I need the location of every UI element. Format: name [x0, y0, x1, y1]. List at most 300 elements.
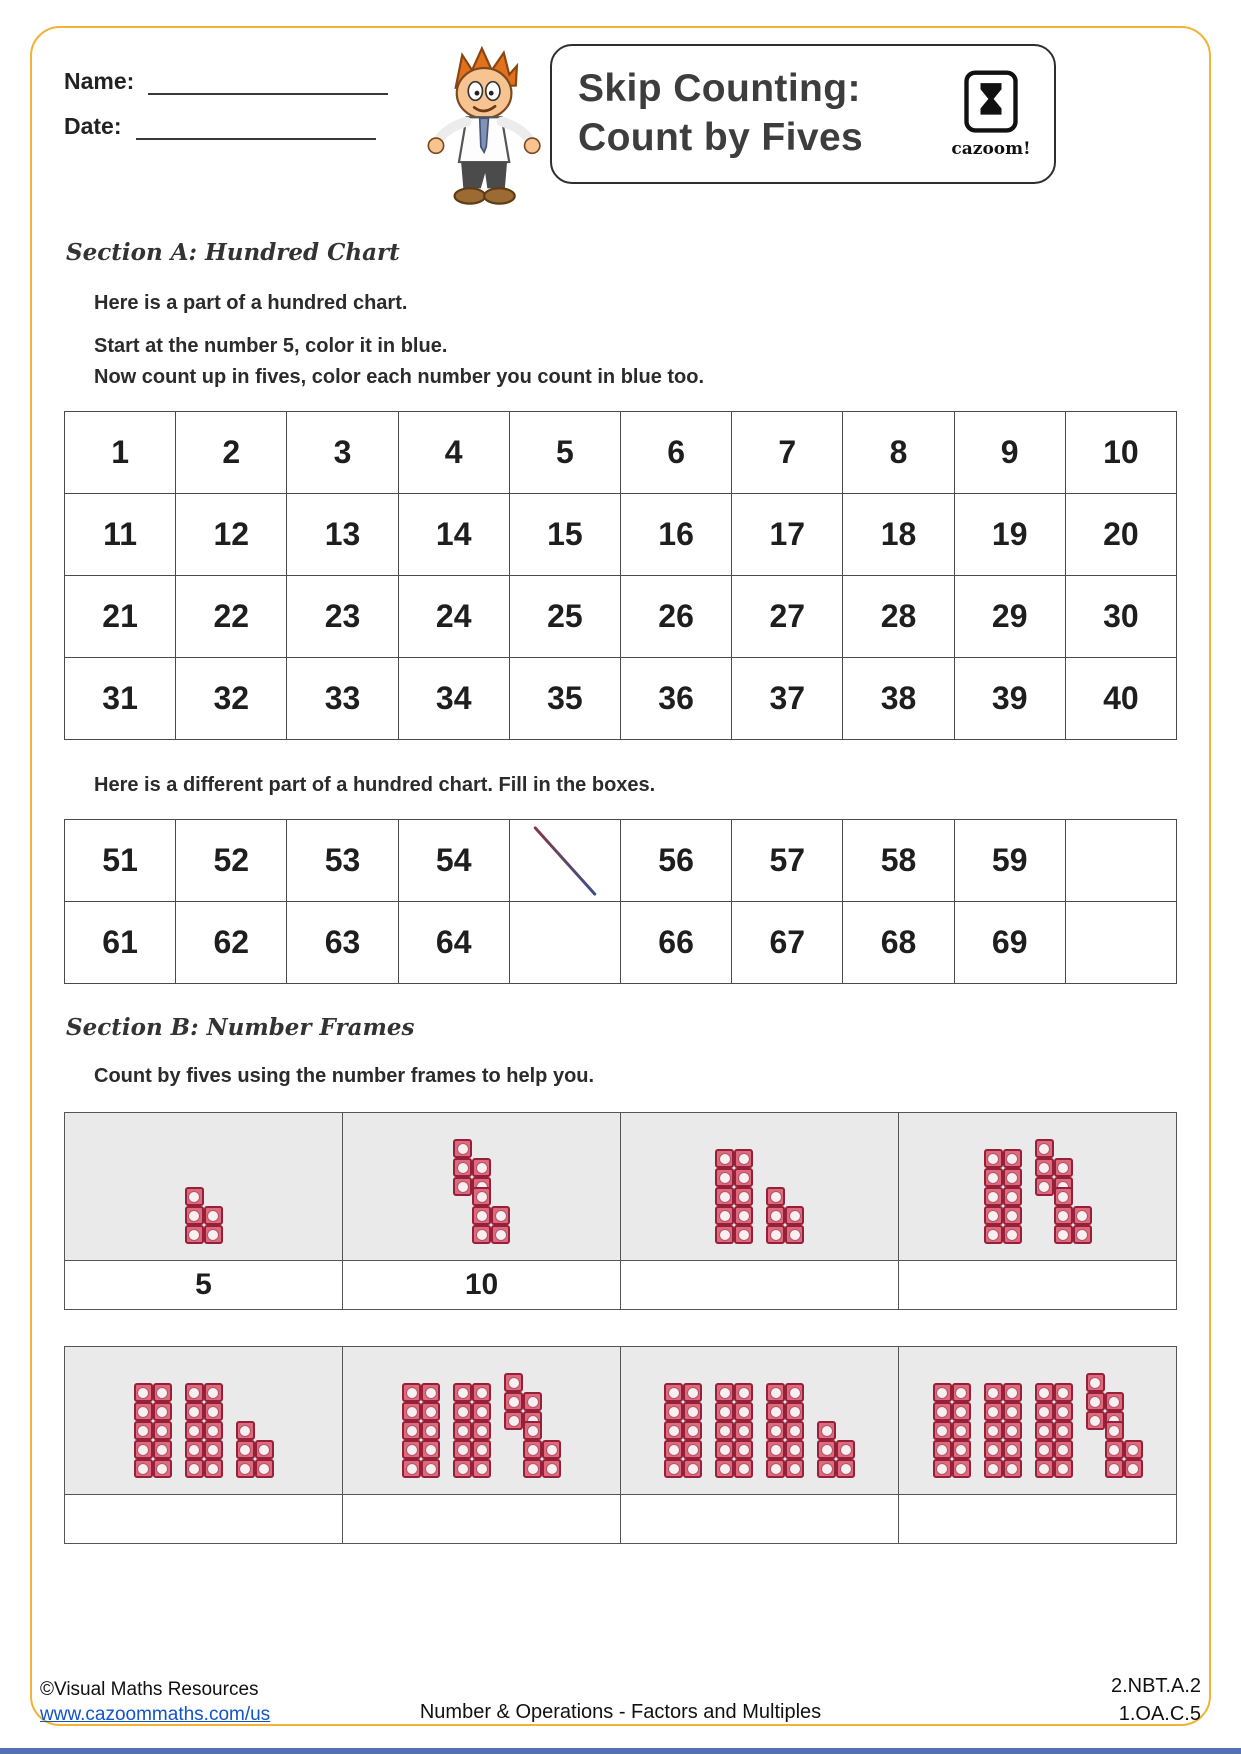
frame-hole [523, 1440, 542, 1459]
frame-hole [715, 1440, 734, 1459]
frame-hole [204, 1440, 223, 1459]
frame-hole [664, 1440, 683, 1459]
date-input-line[interactable] [136, 116, 376, 140]
frame-hole [664, 1459, 683, 1478]
chart-cell[interactable]: 18 [843, 494, 954, 576]
number-frame-ten [984, 1149, 1022, 1244]
frame-hole [766, 1459, 785, 1478]
chart-cell: 67 [732, 902, 843, 984]
frame-hole [734, 1149, 753, 1168]
frame-hole [715, 1168, 734, 1187]
number-frame-five [1105, 1421, 1143, 1478]
frame-hole [204, 1383, 223, 1402]
chart-cell[interactable]: 13 [287, 494, 398, 576]
frame-hole [153, 1440, 172, 1459]
frame-hole [504, 1373, 523, 1392]
number-frames-table-1 [64, 1112, 1177, 1310]
answer-cell: 5 [65, 1261, 343, 1310]
standard-code: 2.NBT.A.2 [1110, 1675, 1201, 1697]
frame-hole [984, 1383, 1003, 1402]
frame-hole [204, 1225, 223, 1244]
chart-cell[interactable]: 33 [287, 658, 398, 740]
name-date-block [64, 68, 416, 158]
number-frame-five-pair [504, 1373, 561, 1478]
frame-hole [185, 1421, 204, 1440]
worksheet-header [64, 44, 1177, 213]
chart-cell[interactable]: 2 [176, 412, 287, 494]
number-frames-cell [343, 1347, 621, 1495]
frame-hole [134, 1459, 153, 1478]
frame-hole [1003, 1149, 1022, 1168]
hundred-chart-bottom [64, 819, 1177, 984]
chart-cell[interactable]: 11 [65, 494, 176, 576]
frame-hole [766, 1383, 785, 1402]
chart-cell-blank[interactable] [510, 820, 621, 902]
chart-cell: 56 [621, 820, 732, 902]
title-line-2: Count by Fives [578, 116, 864, 159]
frame-hole [683, 1402, 702, 1421]
frame-hole [453, 1459, 472, 1478]
number-frame-ten [453, 1383, 491, 1478]
frame-hole [1003, 1440, 1022, 1459]
chart-cell: 69 [955, 902, 1066, 984]
frame-hole [1054, 1440, 1073, 1459]
frame-hole [715, 1149, 734, 1168]
frame-hole [1035, 1459, 1054, 1478]
chart-cell[interactable]: 20 [1066, 494, 1177, 576]
frame-hole [1086, 1373, 1105, 1392]
frame-hole [817, 1440, 836, 1459]
frame-hole [785, 1440, 804, 1459]
frame-hole [1054, 1225, 1073, 1244]
chart-cell: 54 [399, 820, 510, 902]
frame-hole [1124, 1459, 1143, 1478]
chart-cell[interactable]: 1 [65, 412, 176, 494]
frame-hole [1003, 1459, 1022, 1478]
section-b-heading: Section B: Number Frames [66, 1014, 415, 1041]
frame-hole [984, 1459, 1003, 1478]
chart-cell[interactable]: 28 [843, 576, 954, 658]
frame-hole [421, 1402, 440, 1421]
frame-hole [734, 1168, 753, 1187]
frame-hole [1054, 1206, 1073, 1225]
chart-cell[interactable]: 9 [955, 412, 1066, 494]
number-frame-five [817, 1421, 855, 1478]
frame-hole [153, 1402, 172, 1421]
chart-cell[interactable]: 4 [399, 412, 510, 494]
frame-hole [785, 1225, 804, 1244]
chart-cell[interactable]: 38 [843, 658, 954, 740]
frame-hole [185, 1187, 204, 1206]
number-frames-table-2 [64, 1346, 1177, 1544]
frame-hole [134, 1421, 153, 1440]
title-box [550, 44, 1056, 184]
frame-hole [453, 1177, 472, 1196]
number-frame-five [472, 1187, 510, 1244]
answer-cell-blank[interactable] [621, 1261, 899, 1310]
number-frame-five [185, 1187, 223, 1244]
chart-row [65, 576, 1177, 658]
chart-cell-blank[interactable] [510, 902, 621, 984]
chart-cell[interactable]: 36 [621, 658, 732, 740]
page-bottom-edge [0, 1748, 1241, 1754]
chart-cell[interactable]: 27 [732, 576, 843, 658]
chart-row [65, 658, 1177, 740]
frame-hole [255, 1440, 274, 1459]
number-frames-cell [899, 1113, 1177, 1261]
frame-hole [715, 1402, 734, 1421]
frame-hole [984, 1149, 1003, 1168]
frame-hole [504, 1392, 523, 1411]
frame-hole [952, 1440, 971, 1459]
standards-block [901, 1672, 1201, 1728]
answer-cell: 10 [343, 1261, 621, 1310]
frame-hole [236, 1421, 255, 1440]
hundred-chart-top [64, 411, 1177, 740]
frame-hole [472, 1421, 491, 1440]
chart-cell-blank[interactable] [1066, 820, 1177, 902]
number-frames-cell [899, 1347, 1177, 1495]
chart-cell[interactable]: 29 [955, 576, 1066, 658]
frame-hole [734, 1187, 753, 1206]
frame-hole [421, 1421, 440, 1440]
number-frames-cell [621, 1347, 899, 1495]
instruction-line: Here is a different part of a hundred chart. Fill in the boxes. [94, 774, 656, 796]
instruction-line: Start at the number 5, color it in blue. [94, 335, 448, 357]
frame-hole [523, 1421, 542, 1440]
frame-hole [715, 1421, 734, 1440]
frame-hole [933, 1421, 952, 1440]
chart-cell[interactable]: 35 [510, 658, 621, 740]
frame-hole [185, 1440, 204, 1459]
number-frame-ten [933, 1383, 971, 1478]
frame-gap [472, 1139, 491, 1158]
frame-hole [402, 1440, 421, 1459]
frame-hole [185, 1206, 204, 1225]
frame-hole [1054, 1402, 1073, 1421]
chart-cell[interactable]: 6 [621, 412, 732, 494]
chart-cell[interactable]: 40 [1066, 658, 1177, 740]
frame-hole [1054, 1383, 1073, 1402]
frame-hole [402, 1402, 421, 1421]
frame-hole [734, 1383, 753, 1402]
frame-hole [1035, 1440, 1054, 1459]
chart-cell: 57 [732, 820, 843, 902]
cartoon-character [422, 44, 544, 213]
frame-hole [1035, 1421, 1054, 1440]
frame-hole [984, 1225, 1003, 1244]
chart-cell[interactable]: 21 [65, 576, 176, 658]
number-frame-five [236, 1421, 274, 1478]
frame-hole [1035, 1158, 1054, 1177]
frame-hole [933, 1402, 952, 1421]
frame-hole [715, 1225, 734, 1244]
chart-cell[interactable]: 5 [510, 412, 621, 494]
frame-gap [491, 1187, 510, 1206]
section-a-heading: Section A: Hundred Chart [66, 239, 400, 266]
number-frame-ten [664, 1383, 702, 1478]
frame-hole [952, 1383, 971, 1402]
footer-left [40, 1677, 340, 1728]
chart-cell-blank[interactable] [1066, 902, 1177, 984]
website-link[interactable]: www.cazoommaths.com/us [40, 1704, 271, 1726]
chart-cell: 66 [621, 902, 732, 984]
frame-hole [1073, 1206, 1092, 1225]
frame-hole [1003, 1402, 1022, 1421]
number-frame-ten [984, 1383, 1022, 1478]
frame-hole [785, 1402, 804, 1421]
frame-hole [1035, 1383, 1054, 1402]
frame-hole [664, 1383, 683, 1402]
frame-hole [984, 1440, 1003, 1459]
frame-hole [523, 1392, 542, 1411]
frame-hole [1035, 1139, 1054, 1158]
frame-hole [933, 1459, 952, 1478]
frame-hole [472, 1225, 491, 1244]
frame-hole [933, 1440, 952, 1459]
number-frame-five [1054, 1187, 1092, 1244]
frame-hole [1105, 1421, 1124, 1440]
frame-hole [683, 1459, 702, 1478]
frame-gap [785, 1187, 804, 1206]
name-label: Name: [64, 68, 135, 94]
frame-hole [1086, 1392, 1105, 1411]
chart-cell[interactable]: 24 [399, 576, 510, 658]
chart-cell[interactable]: 23 [287, 576, 398, 658]
frame-hole [204, 1421, 223, 1440]
frame-hole [421, 1459, 440, 1478]
answer-cell-blank[interactable] [65, 1495, 343, 1544]
frame-hole [523, 1459, 542, 1478]
number-frame-five-pair [453, 1139, 510, 1244]
frame-hole [1073, 1225, 1092, 1244]
frame-hole [1003, 1421, 1022, 1440]
frame-hole [1124, 1440, 1143, 1459]
number-frames-cell [65, 1113, 343, 1261]
frame-hole [766, 1225, 785, 1244]
chart-cell: 51 [65, 820, 176, 902]
frame-hole [785, 1206, 804, 1225]
frame-hole [204, 1402, 223, 1421]
frame-hole [185, 1402, 204, 1421]
frames-answer-row [65, 1495, 1177, 1544]
frame-hole [984, 1187, 1003, 1206]
frame-hole [421, 1440, 440, 1459]
chart-cell[interactable]: 12 [176, 494, 287, 576]
frame-hole [1054, 1158, 1073, 1177]
frame-hole [204, 1459, 223, 1478]
frame-hole [984, 1168, 1003, 1187]
frame-hole [472, 1459, 491, 1478]
chart-cell[interactable]: 10 [1066, 412, 1177, 494]
chart-cell[interactable]: 14 [399, 494, 510, 576]
frame-hole [542, 1459, 561, 1478]
answer-cell-blank[interactable] [343, 1495, 621, 1544]
frame-hole [402, 1421, 421, 1440]
instruction-line: Count by fives using the number frames to help you. [94, 1065, 595, 1087]
hourglass-icon [963, 70, 1019, 133]
frame-hole [683, 1440, 702, 1459]
footer-topic: Number & Operations - Factors and Multiples [419, 1701, 822, 1723]
frame-hole [836, 1459, 855, 1478]
frame-hole [134, 1383, 153, 1402]
frame-hole [933, 1383, 952, 1402]
chart-cell[interactable]: 22 [176, 576, 287, 658]
frame-hole [185, 1459, 204, 1478]
frame-hole [1054, 1187, 1073, 1206]
frame-hole [715, 1383, 734, 1402]
frame-hole [785, 1421, 804, 1440]
frame-hole [472, 1206, 491, 1225]
number-frame-five-pair [1086, 1373, 1143, 1478]
frame-hole [236, 1459, 255, 1478]
frame-hole [1105, 1459, 1124, 1478]
frame-hole [734, 1225, 753, 1244]
frame-hole [952, 1402, 971, 1421]
number-frame-ten [715, 1149, 753, 1244]
stray-pen-mark [533, 825, 597, 895]
number-frame-ten [134, 1383, 172, 1478]
frame-hole [766, 1402, 785, 1421]
chart-cell[interactable]: 15 [510, 494, 621, 576]
frame-hole [1035, 1177, 1054, 1196]
frame-gap [255, 1421, 274, 1440]
answer-cell-blank[interactable] [899, 1495, 1177, 1544]
frame-gap [1124, 1421, 1143, 1440]
chart-cell: 58 [843, 820, 954, 902]
chart-cell[interactable]: 3 [287, 412, 398, 494]
frame-hole [453, 1158, 472, 1177]
frame-hole [766, 1421, 785, 1440]
chart-cell[interactable]: 34 [399, 658, 510, 740]
frame-hole [1003, 1225, 1022, 1244]
chart-cell[interactable]: 32 [176, 658, 287, 740]
frame-hole [472, 1383, 491, 1402]
frame-hole [715, 1459, 734, 1478]
frame-hole [453, 1402, 472, 1421]
chart-row [65, 494, 1177, 576]
frame-hole [472, 1158, 491, 1177]
frame-hole [836, 1440, 855, 1459]
frame-hole [472, 1402, 491, 1421]
chart-cell[interactable]: 37 [732, 658, 843, 740]
frame-hole [134, 1402, 153, 1421]
frame-hole [715, 1187, 734, 1206]
chart-cell[interactable]: 16 [621, 494, 732, 576]
page-footer [40, 1672, 1201, 1728]
chart-cell[interactable]: 7 [732, 412, 843, 494]
frame-hole [1054, 1421, 1073, 1440]
frame-hole [204, 1206, 223, 1225]
answer-cell-blank[interactable] [621, 1495, 899, 1544]
frame-hole [402, 1383, 421, 1402]
chart-cell[interactable]: 17 [732, 494, 843, 576]
frame-hole [1003, 1383, 1022, 1402]
number-frame-ten [402, 1383, 440, 1478]
chart-cell: 53 [287, 820, 398, 902]
cazoom-logo [948, 70, 1034, 159]
date-label: Date: [64, 113, 122, 139]
frame-hole [472, 1187, 491, 1206]
frame-hole [1105, 1392, 1124, 1411]
chart-cell[interactable]: 30 [1066, 576, 1177, 658]
chart-row [65, 820, 1177, 902]
chart-cell[interactable]: 19 [955, 494, 1066, 576]
chart-cell: 62 [176, 902, 287, 984]
number-frame-ten [766, 1383, 804, 1478]
chart-cell[interactable]: 26 [621, 576, 732, 658]
frame-hole [734, 1459, 753, 1478]
frame-hole [185, 1225, 204, 1244]
frame-hole [1003, 1187, 1022, 1206]
frame-gap [204, 1187, 223, 1206]
standard-code: 1.OA.C.5 [1118, 1703, 1201, 1725]
chart-row [65, 902, 1177, 984]
frames-answer-row [65, 1261, 1177, 1310]
number-frame-ten [1035, 1383, 1073, 1478]
frame-hole [402, 1459, 421, 1478]
frame-hole [766, 1187, 785, 1206]
frame-hole [952, 1459, 971, 1478]
frame-hole [542, 1440, 561, 1459]
number-frames-cell [343, 1113, 621, 1261]
frame-hole [734, 1440, 753, 1459]
worksheet-title [578, 65, 936, 163]
answer-cell-blank[interactable] [899, 1261, 1177, 1310]
frame-hole [153, 1421, 172, 1440]
frame-hole [453, 1440, 472, 1459]
chart-cell[interactable]: 8 [843, 412, 954, 494]
frame-hole [453, 1421, 472, 1440]
frame-hole [504, 1411, 523, 1430]
chart-cell: 63 [287, 902, 398, 984]
frame-hole [734, 1206, 753, 1225]
chart-cell: 59 [955, 820, 1066, 902]
name-input-line[interactable] [148, 71, 388, 95]
frame-hole [453, 1139, 472, 1158]
frame-hole [421, 1383, 440, 1402]
frame-hole [683, 1383, 702, 1402]
instruction-line: Now count up in fives, color each number you count in blue too. [94, 366, 705, 388]
number-frame-five-pair [1035, 1139, 1092, 1244]
frame-hole [984, 1206, 1003, 1225]
title-line-1: Skip Counting: [578, 67, 861, 111]
number-frame-five [766, 1187, 804, 1244]
frame-gap [1054, 1139, 1073, 1158]
frame-hole [153, 1383, 172, 1402]
chart-cell[interactable]: 31 [65, 658, 176, 740]
frame-hole [1003, 1168, 1022, 1187]
number-frame-five [523, 1421, 561, 1478]
frame-hole [715, 1206, 734, 1225]
copyright-text: ©Visual Maths Resources [40, 1678, 259, 1700]
chart-cell[interactable]: 39 [955, 658, 1066, 740]
frame-hole [766, 1440, 785, 1459]
frame-hole [984, 1421, 1003, 1440]
frame-hole [785, 1383, 804, 1402]
frame-hole [1086, 1411, 1105, 1430]
chart-cell[interactable]: 25 [510, 576, 621, 658]
frame-gap [1105, 1373, 1124, 1392]
number-frame-ten [715, 1383, 753, 1478]
frame-hole [491, 1225, 510, 1244]
frames-image-row [65, 1347, 1177, 1495]
frame-hole [255, 1459, 274, 1478]
frame-hole [734, 1421, 753, 1440]
frame-hole [817, 1421, 836, 1440]
frame-hole [453, 1383, 472, 1402]
frame-hole [1054, 1459, 1073, 1478]
